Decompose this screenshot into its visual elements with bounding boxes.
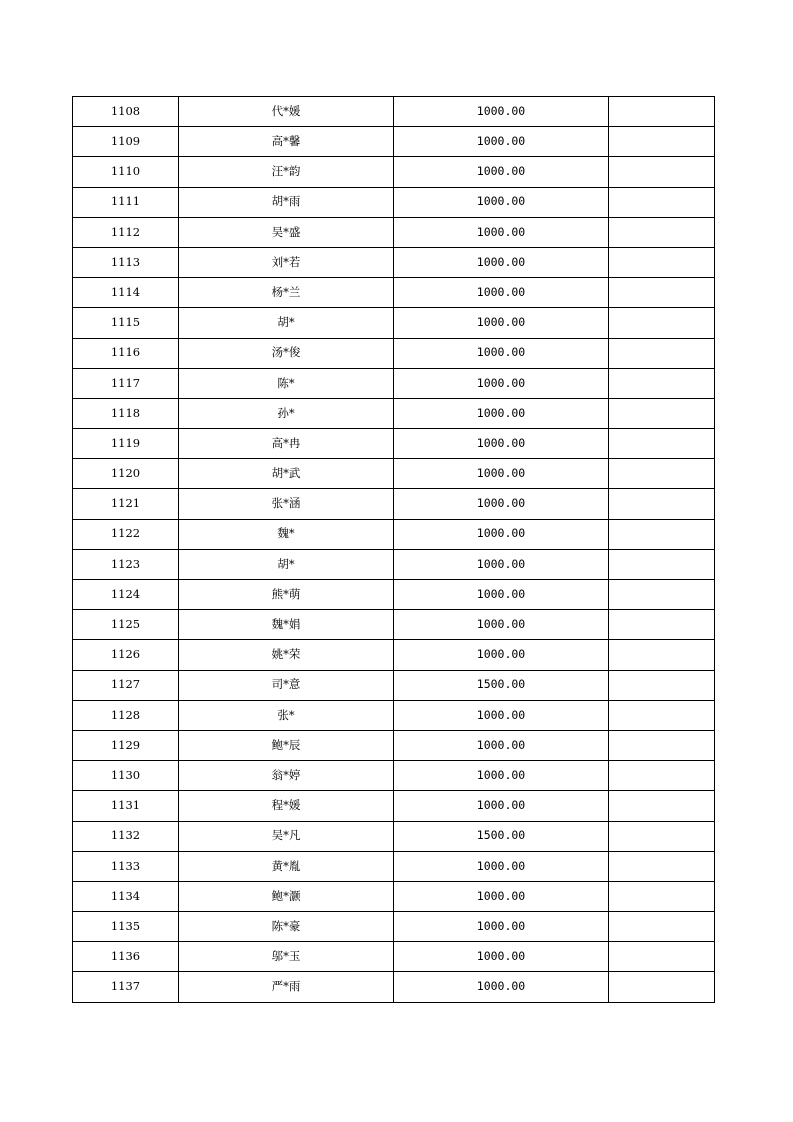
row-number-cell: 1114 (73, 278, 179, 308)
note-cell (609, 308, 715, 338)
note-cell (609, 610, 715, 640)
roster-table (72, 96, 715, 1003)
table-row (73, 972, 715, 1002)
table-row (73, 730, 715, 760)
row-number-cell: 1108 (73, 97, 179, 127)
amount-cell: 1000.00 (394, 700, 609, 730)
table-row (73, 821, 715, 851)
name-cell: 陈*豪 (179, 912, 394, 942)
table-row (73, 459, 715, 489)
name-cell: 魏*娟 (179, 610, 394, 640)
amount-cell: 1000.00 (394, 972, 609, 1002)
row-number-cell: 1118 (73, 398, 179, 428)
row-number-cell: 1125 (73, 610, 179, 640)
note-cell (609, 821, 715, 851)
name-cell: 黄*胤 (179, 851, 394, 881)
amount-cell: 1000.00 (394, 640, 609, 670)
name-cell: 胡*雨 (179, 187, 394, 217)
table-row (73, 398, 715, 428)
amount-cell: 1000.00 (394, 580, 609, 610)
table-row (73, 791, 715, 821)
amount-cell: 1000.00 (394, 187, 609, 217)
table-row (73, 97, 715, 127)
name-cell: 刘*若 (179, 247, 394, 277)
amount-cell: 1000.00 (394, 398, 609, 428)
name-cell: 胡*武 (179, 459, 394, 489)
amount-cell: 1000.00 (394, 761, 609, 791)
name-cell: 熊*萌 (179, 580, 394, 610)
name-cell: 汪*韵 (179, 157, 394, 187)
row-number-cell: 1136 (73, 942, 179, 972)
name-cell: 鲍*灏 (179, 881, 394, 911)
name-cell: 程*媛 (179, 791, 394, 821)
amount-cell: 1000.00 (394, 519, 609, 549)
row-number-cell: 1112 (73, 217, 179, 247)
name-cell: 高*冉 (179, 429, 394, 459)
amount-cell: 1000.00 (394, 549, 609, 579)
table-row (73, 247, 715, 277)
table-row (73, 700, 715, 730)
table-row (73, 761, 715, 791)
name-cell: 翁*婷 (179, 761, 394, 791)
amount-cell: 1000.00 (394, 429, 609, 459)
note-cell (609, 670, 715, 700)
name-cell: 张* (179, 700, 394, 730)
name-cell: 吴*凡 (179, 821, 394, 851)
note-cell (609, 157, 715, 187)
amount-cell: 1000.00 (394, 881, 609, 911)
note-cell (609, 97, 715, 127)
row-number-cell: 1116 (73, 338, 179, 368)
amount-cell: 1000.00 (394, 368, 609, 398)
table-row (73, 429, 715, 459)
row-number-cell: 1115 (73, 308, 179, 338)
amount-cell: 1000.00 (394, 157, 609, 187)
amount-cell: 1000.00 (394, 791, 609, 821)
row-number-cell: 1110 (73, 157, 179, 187)
table-row (73, 217, 715, 247)
name-cell: 魏* (179, 519, 394, 549)
amount-cell: 1000.00 (394, 851, 609, 881)
note-cell (609, 187, 715, 217)
note-cell (609, 489, 715, 519)
note-cell (609, 791, 715, 821)
table-row (73, 580, 715, 610)
note-cell (609, 580, 715, 610)
row-number-cell: 1126 (73, 640, 179, 670)
name-cell: 高*馨 (179, 127, 394, 157)
note-cell (609, 640, 715, 670)
name-cell: 姚*荣 (179, 640, 394, 670)
name-cell: 司*意 (179, 670, 394, 700)
table-row (73, 278, 715, 308)
row-number-cell: 1127 (73, 670, 179, 700)
note-cell (609, 730, 715, 760)
table-row (73, 610, 715, 640)
note-cell (609, 429, 715, 459)
row-number-cell: 1119 (73, 429, 179, 459)
table-row (73, 670, 715, 700)
amount-cell: 1000.00 (394, 942, 609, 972)
row-number-cell: 1134 (73, 881, 179, 911)
note-cell (609, 519, 715, 549)
note-cell (609, 761, 715, 791)
note-cell (609, 851, 715, 881)
note-cell (609, 338, 715, 368)
row-number-cell: 1120 (73, 459, 179, 489)
table-row (73, 881, 715, 911)
note-cell (609, 398, 715, 428)
name-cell: 代*媛 (179, 97, 394, 127)
row-number-cell: 1133 (73, 851, 179, 881)
row-number-cell: 1135 (73, 912, 179, 942)
amount-cell: 1000.00 (394, 459, 609, 489)
name-cell: 鲍*辰 (179, 730, 394, 760)
row-number-cell: 1122 (73, 519, 179, 549)
note-cell (609, 368, 715, 398)
table-row (73, 942, 715, 972)
row-number-cell: 1128 (73, 700, 179, 730)
table-row (73, 519, 715, 549)
row-number-cell: 1123 (73, 549, 179, 579)
amount-cell: 1000.00 (394, 489, 609, 519)
name-cell: 陈* (179, 368, 394, 398)
table-row (73, 157, 715, 187)
amount-cell: 1000.00 (394, 308, 609, 338)
row-number-cell: 1131 (73, 791, 179, 821)
amount-cell: 1000.00 (394, 217, 609, 247)
table-row (73, 187, 715, 217)
row-number-cell: 1117 (73, 368, 179, 398)
note-cell (609, 459, 715, 489)
note-cell (609, 942, 715, 972)
table-row (73, 912, 715, 942)
table-row (73, 127, 715, 157)
name-cell: 杨*兰 (179, 278, 394, 308)
amount-cell: 1000.00 (394, 247, 609, 277)
table-row (73, 368, 715, 398)
amount-cell: 1000.00 (394, 97, 609, 127)
note-cell (609, 127, 715, 157)
name-cell: 张*涵 (179, 489, 394, 519)
row-number-cell: 1137 (73, 972, 179, 1002)
row-number-cell: 1132 (73, 821, 179, 851)
row-number-cell: 1124 (73, 580, 179, 610)
table-row (73, 640, 715, 670)
amount-cell: 1500.00 (394, 821, 609, 851)
amount-cell: 1000.00 (394, 278, 609, 308)
note-cell (609, 700, 715, 730)
note-cell (609, 278, 715, 308)
table-row (73, 489, 715, 519)
row-number-cell: 1121 (73, 489, 179, 519)
amount-cell: 1000.00 (394, 338, 609, 368)
name-cell: 胡* (179, 308, 394, 338)
name-cell: 邬*玉 (179, 942, 394, 972)
name-cell: 严*雨 (179, 972, 394, 1002)
name-cell: 汤*俊 (179, 338, 394, 368)
note-cell (609, 247, 715, 277)
amount-cell: 1500.00 (394, 670, 609, 700)
row-number-cell: 1130 (73, 761, 179, 791)
note-cell (609, 881, 715, 911)
amount-cell: 1000.00 (394, 610, 609, 640)
row-number-cell: 1109 (73, 127, 179, 157)
note-cell (609, 972, 715, 1002)
amount-cell: 1000.00 (394, 730, 609, 760)
table-row (73, 338, 715, 368)
note-cell (609, 549, 715, 579)
name-cell: 胡* (179, 549, 394, 579)
row-number-cell: 1129 (73, 730, 179, 760)
amount-cell: 1000.00 (394, 912, 609, 942)
amount-cell: 1000.00 (394, 127, 609, 157)
name-cell: 吴*盛 (179, 217, 394, 247)
roster-table-body (73, 97, 715, 1003)
note-cell (609, 912, 715, 942)
table-row (73, 851, 715, 881)
note-cell (609, 217, 715, 247)
row-number-cell: 1111 (73, 187, 179, 217)
name-cell: 孙* (179, 398, 394, 428)
row-number-cell: 1113 (73, 247, 179, 277)
table-row (73, 308, 715, 338)
table-row (73, 549, 715, 579)
